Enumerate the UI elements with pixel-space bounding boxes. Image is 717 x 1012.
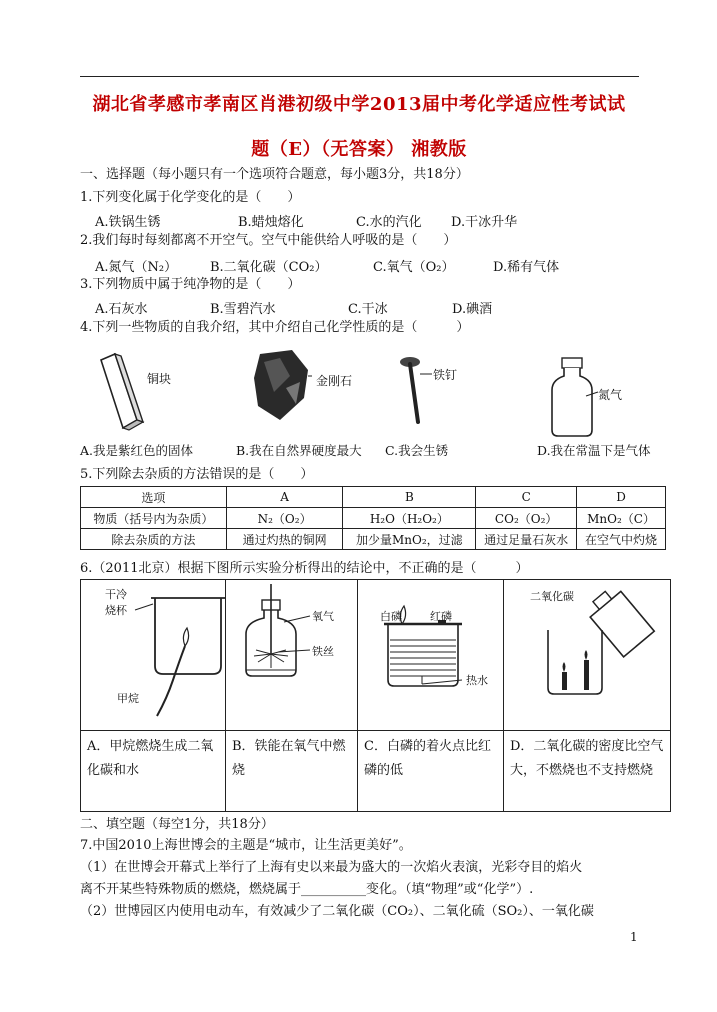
table-cell: MnO₂（C） [577, 508, 666, 529]
q4-label-diamond: 金刚石 [316, 374, 353, 388]
q6-figure-a [81, 580, 226, 731]
q3-stem: 3.下列物质中属于纯净物的是（ ） [80, 277, 301, 292]
q1-option-b: B.蜡烛熔化 [238, 215, 304, 230]
q1-option-c: C.水的汽化 [356, 215, 422, 230]
iron-wire-oxygen-image [226, 580, 357, 726]
q7-part1-line2: 离不开某些特殊物质的燃烧，燃烧属于__________变化。（填“物理”或“化学”）. [80, 882, 534, 897]
table-row [81, 731, 671, 812]
table-cell: B [343, 487, 476, 508]
page-title-line1: 湖北省孝感市孝南区肖港初级中学2013届中考化学适应性考试试 [92, 94, 626, 115]
table-cell: A [226, 487, 343, 508]
q6-label-red-p: 红磷 [430, 610, 452, 623]
q4-label-copper: 铜块 [147, 372, 172, 386]
table-cell: 除去杂质的方法 [81, 529, 227, 550]
q4-stem: 4.下列一些物质的自我介绍，其中介绍自己化学性质的是（ ） [80, 320, 470, 335]
q6-figure-c [358, 580, 504, 731]
q6-option-d-text: D．二氧化碳的密度比空气大，不燃烧也不支持燃烧 [510, 739, 664, 778]
table-cell: 通过足量石灰水 [476, 529, 577, 550]
q7-part2-line1: （2）世博园区内使用电动车，有效减少了二氧化碳（CO₂）、二氧化硫（SO₂）、一氧化碳 [80, 904, 594, 919]
gas-bottle-image [546, 356, 606, 438]
q3-option-a: A.石灰水 [95, 302, 148, 317]
q4-caption-b: B.我在自然界硬度最大 [236, 443, 362, 458]
table-cell: 加少量MnO₂，过滤 [343, 529, 476, 550]
q1-option-d: D.干冰升华 [451, 215, 518, 230]
q6-option-a [81, 731, 226, 812]
q6-label-hot-water: 热水 [466, 674, 488, 687]
table-cell: H₂O（H₂O₂） [343, 508, 476, 529]
q2-option-b: B.二氧化碳（CO₂） [210, 260, 328, 275]
table-cell: CO₂（O₂） [476, 508, 577, 529]
q7-stem: 7.中国2010上海世博会的主题是“城市，让生活更美好”。 [80, 838, 412, 853]
q3-option-d: D.碘酒 [452, 302, 493, 317]
q6-figure-d [504, 580, 671, 731]
table-cell: D [577, 487, 666, 508]
beaker-methane-image [81, 580, 225, 726]
q6-label-oxygen: 氧气 [312, 610, 334, 623]
q2-option-a: A.氮气（N₂） [95, 260, 178, 275]
table-cell: N₂（O₂） [226, 508, 343, 529]
copper-block-image [95, 348, 155, 434]
section2-heading: 二、填空题（每空1分，共18分） [80, 817, 274, 832]
q2-stem: 2.我们每时每刻都离不开空气。空气中能供给人呼吸的是（ ） [80, 233, 457, 248]
q3-option-c: C.干冰 [348, 302, 388, 317]
q6-option-c-text: C．白磷的着火点比红磷的低 [364, 739, 491, 778]
table-cell: 物质（括号内为杂质） [81, 508, 227, 529]
table-cell: 在空气中灼烧 [577, 529, 666, 550]
table-cell: C [476, 487, 577, 508]
diamond-image [250, 348, 312, 424]
q6-option-b [226, 731, 358, 812]
section1-heading: 一、选择题（每小题只有一个选项符合题意，每小题3分，共18分） [80, 167, 469, 182]
q7-part1-line1: （1）在世博会开幕式上举行了上海有史以来最为盛大的一次焰火表演，光彩夺目的焰火 [80, 860, 583, 875]
q4-caption-d: D.我在常温下是气体 [537, 443, 651, 458]
co2-candles-image [504, 580, 670, 726]
q5-stem: 5.下列除去杂质的方法错误的是（ ） [80, 467, 314, 482]
table-cell: 选项 [81, 487, 227, 508]
q4-caption-c: C.我会生锈 [385, 443, 449, 458]
phosphorus-hot-water-image [358, 580, 503, 726]
q6-label-dry-cold: 干冷 [105, 588, 127, 601]
q6-option-b-text: B．铁能在氧气中燃烧 [232, 739, 346, 778]
table-row [81, 487, 666, 508]
q2-option-c: C.氧气（O₂） [373, 260, 455, 275]
table-cell: 通过灼热的铜网 [226, 529, 343, 550]
table-row [81, 580, 671, 731]
page-title-line2: 题（E）（无答案） 湘教版 [251, 139, 467, 160]
q4-label-nitrogen: 氮气 [598, 388, 623, 402]
iron-nail-image [398, 352, 434, 428]
q6-label-co2: 二氧化碳 [530, 590, 574, 603]
table-row [81, 529, 666, 550]
q6-table [80, 579, 671, 812]
q4-label-nail: 铁钉 [433, 368, 458, 382]
q6-label-iron-wire: 铁丝 [312, 645, 334, 658]
q4-caption-a: A.我是紫红色的固体 [80, 443, 194, 458]
q6-label-beaker: 烧杯 [105, 604, 127, 617]
q1-stem: 1.下列变化属于化学变化的是（ ） [80, 190, 301, 205]
q2-option-d: D.稀有气体 [493, 260, 560, 275]
q5-table [80, 486, 666, 550]
q6-label-methane: 甲烷 [117, 692, 139, 705]
q6-label-white-p: 白磷 [380, 610, 402, 623]
header-rule [80, 76, 639, 77]
q1-option-a: A.铁锅生锈 [95, 215, 161, 230]
page-number: 1 [630, 930, 638, 944]
q6-stem: 6.（2011北京）根据下图所示实验分析得出的结论中，不正确的是（ ） [80, 561, 529, 576]
q3-option-b: B.雪碧汽水 [210, 302, 276, 317]
table-row [81, 508, 666, 529]
q6-option-a-text: A．甲烷燃烧生成二氧化碳和水 [87, 739, 214, 778]
q6-figure-b [226, 580, 358, 731]
q6-option-d [504, 731, 671, 812]
q6-option-c [358, 731, 504, 812]
